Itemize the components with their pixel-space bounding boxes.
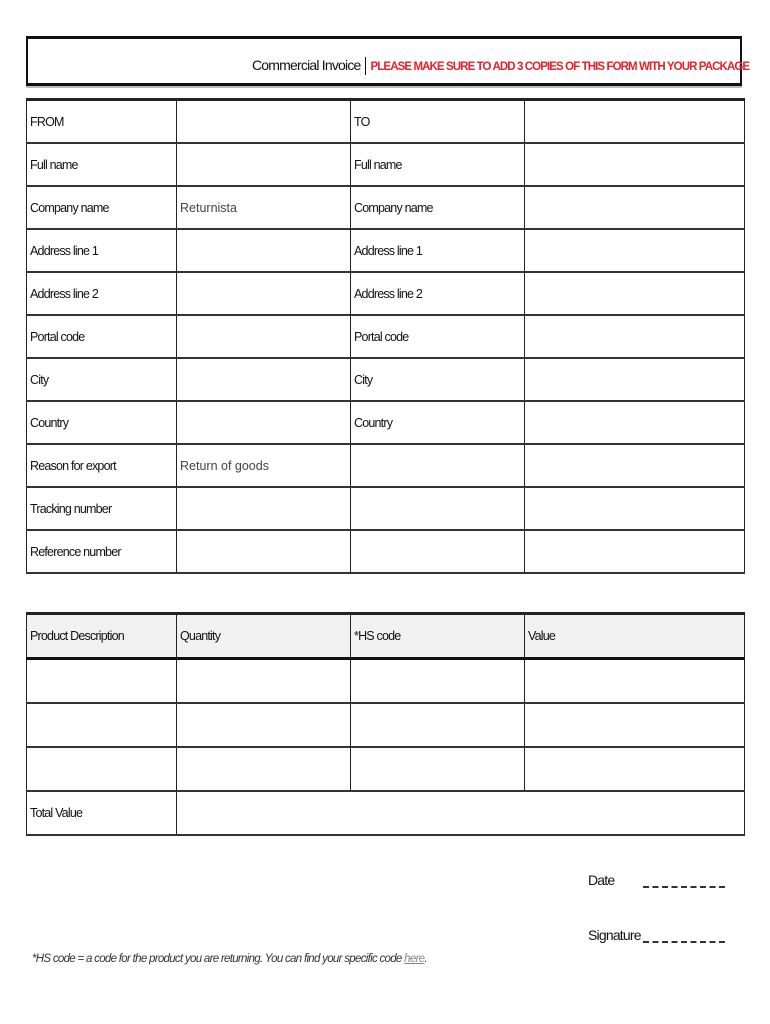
to-value-cell[interactable]	[525, 315, 745, 358]
to-label: Address line 1	[351, 229, 525, 272]
product-header-row	[27, 614, 745, 659]
product-table	[26, 612, 745, 836]
date-label: Date	[588, 872, 615, 888]
address-row	[27, 272, 745, 315]
from-value-cell[interactable]	[177, 401, 351, 444]
address-row	[27, 444, 745, 487]
header-value: Value	[525, 614, 745, 659]
address-row	[27, 186, 745, 229]
form-title: Commercial Invoice	[252, 57, 361, 73]
address-row	[27, 143, 745, 186]
from-label: Portal code	[27, 315, 177, 358]
total-value-label: Total Value	[27, 791, 177, 835]
value-cell[interactable]	[525, 659, 745, 704]
from-label: Country	[27, 401, 177, 444]
from-value-cell[interactable]	[177, 487, 351, 530]
to-value-cell[interactable]	[525, 229, 745, 272]
address-table	[26, 98, 745, 574]
to-value-cell[interactable]	[525, 100, 745, 144]
header-quantity: Quantity	[177, 614, 351, 659]
hs-code-footnote	[32, 953, 427, 965]
from-label: Tracking number	[27, 487, 177, 530]
from-value-cell[interactable]: Returnista	[177, 186, 351, 229]
to-label: Address line 2	[351, 272, 525, 315]
product-row	[27, 659, 745, 704]
to-value-cell[interactable]	[525, 401, 745, 444]
address-row	[27, 401, 745, 444]
to-value-cell[interactable]	[525, 272, 745, 315]
hs-code-link[interactable]: here	[404, 953, 425, 965]
total-row	[27, 791, 745, 835]
from-label: Company name	[27, 186, 177, 229]
address-row	[27, 100, 745, 144]
signature-field[interactable]	[643, 941, 725, 943]
divider	[365, 57, 366, 75]
hs-code-cell[interactable]	[351, 659, 525, 704]
product-row	[27, 703, 745, 747]
footnote-text: *HS code = a code for the product you are returning. You can find your specific code	[32, 953, 405, 965]
form-header	[26, 36, 750, 86]
from-label: Full name	[27, 143, 177, 186]
copies-warning: PLEASE MAKE SURE TO ADD 3 COPIES OF THIS FORM WITH YOUR PACKAGE	[370, 61, 750, 73]
to-label: Company name	[351, 186, 525, 229]
from-label: Reference number	[27, 530, 177, 573]
address-row	[27, 358, 745, 401]
from-value-cell[interactable]: Return of goods	[177, 444, 351, 487]
total-value-cell[interactable]	[177, 791, 745, 835]
from-label: Address line 1	[27, 229, 177, 272]
address-row	[27, 487, 745, 530]
from-label: Reason for export	[27, 444, 177, 487]
from-label: Address line 2	[27, 272, 177, 315]
hs-code-cell[interactable]	[351, 747, 525, 791]
to-label	[351, 444, 525, 487]
product-description-cell[interactable]	[27, 659, 177, 704]
to-value-cell[interactable]	[525, 444, 745, 487]
to-label	[351, 530, 525, 573]
to-label: Full name	[351, 143, 525, 186]
from-label: FROM	[27, 100, 177, 144]
product-description-cell[interactable]	[27, 747, 177, 791]
from-value-cell[interactable]	[177, 143, 351, 186]
from-value-cell[interactable]	[177, 530, 351, 573]
to-value-cell[interactable]	[525, 186, 745, 229]
hs-code-cell[interactable]	[351, 703, 525, 747]
from-value-cell[interactable]	[177, 272, 351, 315]
to-label	[351, 487, 525, 530]
to-label: TO	[351, 100, 525, 144]
to-label: Portal code	[351, 315, 525, 358]
to-label: City	[351, 358, 525, 401]
product-row	[27, 747, 745, 791]
to-value-cell[interactable]	[525, 530, 745, 573]
value-cell[interactable]	[525, 703, 745, 747]
quantity-cell[interactable]	[177, 703, 351, 747]
header-product-description: Product Description	[27, 614, 177, 659]
value-cell[interactable]	[525, 747, 745, 791]
address-row	[27, 229, 745, 272]
from-label: City	[27, 358, 177, 401]
to-value-cell[interactable]	[525, 143, 745, 186]
from-value-cell[interactable]	[177, 229, 351, 272]
to-value-cell[interactable]	[525, 487, 745, 530]
from-value-cell[interactable]	[177, 358, 351, 401]
address-row	[27, 315, 745, 358]
to-value-cell[interactable]	[525, 358, 745, 401]
quantity-cell[interactable]	[177, 747, 351, 791]
product-description-cell[interactable]	[27, 703, 177, 747]
to-label: Country	[351, 401, 525, 444]
signature-label: Signature	[588, 927, 641, 943]
address-row	[27, 530, 745, 573]
from-value-cell[interactable]	[177, 100, 351, 144]
header-hs-code: *HS code	[351, 614, 525, 659]
date-field[interactable]	[643, 886, 725, 888]
quantity-cell[interactable]	[177, 659, 351, 704]
footnote-end: .	[424, 953, 427, 965]
from-value-cell[interactable]	[177, 315, 351, 358]
